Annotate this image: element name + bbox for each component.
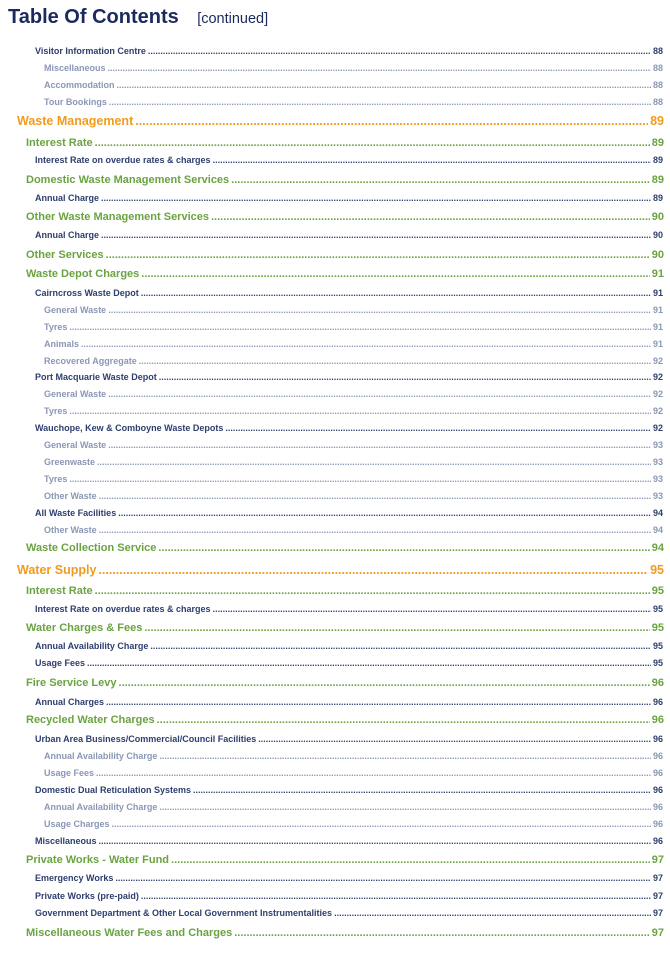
toc-entry-page-number: 93	[652, 491, 663, 501]
page-header	[8, 6, 268, 29]
toc-entry-page-number: 93	[652, 474, 663, 484]
toc-entry-page-number: 96	[651, 677, 664, 689]
toc-entry-page-number: 94	[651, 542, 664, 554]
toc-dot-leader	[141, 891, 651, 901]
toc-entry[interactable]	[35, 891, 663, 901]
toc-entry-page-number: 91	[652, 339, 663, 349]
toc-entry[interactable]	[26, 137, 664, 149]
toc-entry[interactable]	[44, 80, 663, 90]
toc-dot-leader	[115, 873, 651, 883]
toc-entry[interactable]	[26, 211, 664, 223]
toc-entry[interactable]	[35, 908, 663, 918]
toc-entry[interactable]	[26, 542, 664, 554]
toc-dot-leader	[69, 322, 651, 332]
toc-entry-label: Waste Collection Service	[26, 542, 157, 554]
toc-entry-page-number: 90	[651, 211, 664, 223]
toc-entry-label: Interest Rate on overdue rates & charges	[35, 155, 211, 165]
toc-entry-label: Annual Charge	[35, 230, 100, 240]
toc-dot-leader	[95, 585, 650, 597]
toc-dot-leader	[106, 697, 651, 707]
toc-entry[interactable]	[44, 457, 663, 467]
toc-entry[interactable]	[26, 585, 664, 597]
toc-entry-label: Greenwaste	[44, 457, 96, 467]
toc-dot-leader	[213, 155, 651, 165]
toc-entry-label: All Waste Facilities	[35, 508, 117, 518]
toc-entry-page-number: 94	[652, 508, 663, 518]
toc-dot-leader	[106, 249, 650, 261]
toc-entry[interactable]	[26, 714, 664, 726]
toc-entry[interactable]	[44, 305, 663, 315]
toc-entry[interactable]	[44, 440, 663, 450]
toc-dot-leader	[117, 80, 651, 90]
toc-dot-leader	[69, 474, 651, 484]
toc-dot-leader	[234, 927, 650, 939]
toc-entry-label: Domestic Dual Reticulation Systems	[35, 785, 192, 795]
toc-entry-page-number: 89	[651, 174, 664, 186]
toc-entry-label: Other Waste	[44, 525, 97, 535]
toc-entry-label: Domestic Waste Management Services	[26, 174, 230, 186]
toc-dot-leader	[87, 658, 651, 668]
page-title: Table Of Contents	[8, 6, 179, 28]
toc-entry-label: Interest Rate	[26, 137, 93, 149]
toc-entry[interactable]	[35, 697, 663, 707]
toc-entry-page-number: 88	[652, 80, 663, 90]
toc-entry-label: Interest Rate on overdue rates & charges	[35, 604, 211, 614]
toc-entry-page-number: 89	[650, 114, 664, 128]
toc-entry-page-number: 89	[651, 137, 664, 149]
toc-entry-page-number: 89	[652, 155, 663, 165]
toc-entry[interactable]	[44, 406, 663, 416]
toc-entry-label: Recovered Aggregate	[44, 356, 137, 366]
toc-entry-label: Other Waste	[44, 491, 97, 501]
toc-entry-label: Wauchope, Kew & Comboyne Waste Depots	[35, 423, 224, 433]
toc-entry-label: Fire Service Levy	[26, 677, 117, 689]
toc-entry-page-number: 96	[652, 751, 663, 761]
toc-entry-label: Private Works (pre-paid)	[35, 891, 139, 901]
toc-entry-page-number: 97	[651, 854, 664, 866]
toc-dot-leader	[97, 457, 651, 467]
toc-entry[interactable]	[35, 785, 663, 795]
page-subtitle: [continued]	[197, 11, 269, 27]
toc-entry-label: Emergency Works	[35, 873, 114, 883]
toc-entry-page-number: 95	[650, 563, 664, 577]
toc-entry[interactable]	[44, 819, 663, 829]
toc-entry-page-number: 88	[652, 46, 663, 56]
toc-dot-leader	[99, 525, 651, 535]
toc-dot-leader	[211, 211, 650, 223]
toc-entry-page-number: 96	[652, 802, 663, 812]
toc-entry-page-number: 95	[651, 622, 664, 634]
toc-dot-leader	[69, 406, 651, 416]
toc-dot-leader	[101, 193, 651, 203]
toc-entry[interactable]	[35, 734, 663, 744]
toc-entry-page-number: 97	[652, 891, 663, 901]
toc-entry[interactable]	[26, 174, 664, 186]
toc-entry-label: General Waste	[44, 305, 107, 315]
toc-entry-label: Tyres	[44, 322, 68, 332]
toc-dot-leader	[159, 751, 651, 761]
toc-dot-leader	[101, 230, 651, 240]
toc-entry[interactable]	[44, 802, 663, 812]
toc-entry-label: Private Works - Water Fund	[26, 854, 170, 866]
toc-entry[interactable]	[44, 491, 663, 501]
toc-entry-label: Usage Fees	[35, 658, 86, 668]
toc-entry-page-number: 96	[652, 785, 663, 795]
toc-dot-leader	[99, 836, 651, 846]
toc-entry[interactable]	[35, 230, 663, 240]
toc-entry-page-number: 96	[652, 836, 663, 846]
toc-dot-leader	[231, 174, 650, 186]
toc-entry-label: Annual Charge	[35, 193, 100, 203]
toc-entry[interactable]	[44, 356, 663, 366]
toc-entry[interactable]	[35, 508, 663, 518]
toc-entry-label: Tyres	[44, 406, 68, 416]
toc-dot-leader	[81, 339, 651, 349]
toc-entry[interactable]	[35, 193, 663, 203]
toc-entry-label: Water Charges & Fees	[26, 622, 143, 634]
toc-entry-label: Annual Availability Charge	[44, 751, 158, 761]
toc-entry-page-number: 96	[652, 768, 663, 778]
toc-entry-page-number: 96	[651, 714, 664, 726]
toc-entry[interactable]	[35, 372, 663, 382]
toc-entry[interactable]	[35, 155, 663, 165]
toc-entry-page-number: 88	[652, 97, 663, 107]
toc-entry-label: Animals	[44, 339, 80, 349]
toc-dot-leader	[108, 389, 651, 399]
toc-entry-page-number: 95	[652, 641, 663, 651]
toc-entry-label: Waste Depot Charges	[26, 268, 140, 280]
toc-entry-label: Recycled Water Charges	[26, 714, 155, 726]
toc-entry-page-number: 89	[652, 193, 663, 203]
toc-entry[interactable]	[44, 63, 663, 73]
toc-dot-leader	[108, 440, 651, 450]
toc-entry[interactable]	[35, 423, 663, 433]
toc-dot-leader	[193, 785, 651, 795]
toc-entry[interactable]	[44, 474, 663, 484]
toc-entry-label: Miscellaneous	[35, 836, 97, 846]
toc-dot-leader	[144, 622, 649, 634]
toc-entry[interactable]	[44, 751, 663, 761]
toc-dot-leader	[159, 372, 651, 382]
toc-entry[interactable]	[35, 873, 663, 883]
toc-entry-page-number: 93	[652, 440, 663, 450]
toc-entry[interactable]	[26, 622, 664, 634]
toc-entry-label: Port Macquarie Waste Depot	[35, 372, 157, 382]
toc-entry-label: Tyres	[44, 474, 68, 484]
toc-dot-leader	[157, 714, 650, 726]
toc-entry-label: Cairncross Waste Depot	[35, 288, 139, 298]
toc-entry-page-number: 92	[652, 372, 663, 382]
toc-entry-page-number: 91	[652, 305, 663, 315]
toc-entry[interactable]	[17, 114, 664, 128]
toc-entry[interactable]	[35, 604, 663, 614]
toc-dot-leader	[171, 854, 650, 866]
toc-dot-leader	[119, 677, 650, 689]
toc-entry-label: Urban Area Business/Commercial/Council Facilities	[35, 734, 257, 744]
toc-dot-leader	[141, 268, 649, 280]
toc-entry-label: Visitor Information Centre	[35, 46, 146, 56]
toc-entry-page-number: 97	[651, 927, 664, 939]
toc-dot-leader	[95, 137, 650, 149]
toc-entry[interactable]	[26, 268, 664, 280]
toc-entry[interactable]	[35, 288, 663, 298]
toc-entry[interactable]	[26, 854, 664, 866]
toc-dot-leader	[158, 542, 649, 554]
toc-entry-label: Water Supply	[17, 563, 97, 577]
toc-entry-label: Miscellaneous	[44, 63, 106, 73]
toc-entry-page-number: 92	[652, 389, 663, 399]
toc-dot-leader	[99, 491, 651, 501]
toc-entry[interactable]	[26, 249, 664, 261]
toc-entry-label: Miscellaneous Water Fees and Charges	[26, 927, 233, 939]
toc-entry[interactable]	[26, 927, 664, 939]
toc-entry[interactable]	[44, 339, 663, 349]
toc-entry-page-number: 93	[652, 457, 663, 467]
toc-entry[interactable]	[44, 97, 663, 107]
toc-entry[interactable]	[44, 525, 663, 535]
toc-dot-leader	[150, 641, 651, 651]
toc-entry-page-number: 95	[652, 658, 663, 668]
toc-entry[interactable]	[26, 677, 664, 689]
toc-entry-page-number: 96	[652, 819, 663, 829]
toc-entry[interactable]	[35, 658, 663, 668]
toc-entry-label: General Waste	[44, 389, 107, 399]
toc-entry-label: Government Department & Other Local Government Instrumentalities	[35, 908, 333, 918]
toc-dot-leader	[334, 908, 651, 918]
toc-entry-label: General Waste	[44, 440, 107, 450]
toc-entry-label: Interest Rate	[26, 585, 93, 597]
toc-dot-leader	[258, 734, 651, 744]
toc-entry-label: Tour Bookings	[44, 97, 107, 107]
toc-entry-page-number: 97	[652, 908, 663, 918]
toc-dot-leader	[159, 802, 651, 812]
toc-entry-page-number: 92	[652, 423, 663, 433]
toc-entry-label: Waste Management	[17, 114, 134, 128]
toc-entry-label: Accommodation	[44, 80, 115, 90]
toc-entry-page-number: 91	[652, 288, 663, 298]
toc-entry[interactable]	[35, 46, 663, 56]
toc-dot-leader	[139, 356, 651, 366]
toc-entry-page-number: 96	[652, 734, 663, 744]
toc-entry[interactable]	[35, 641, 663, 651]
toc-entry[interactable]	[44, 768, 663, 778]
toc-entry-label: Usage Fees	[44, 768, 95, 778]
toc-entry-label: Other Services	[26, 249, 104, 261]
toc-entry-page-number: 92	[652, 356, 663, 366]
toc-entry-page-number: 96	[652, 697, 663, 707]
toc-dot-leader	[213, 604, 651, 614]
toc-entry[interactable]	[44, 389, 663, 399]
toc-dot-leader	[108, 63, 651, 73]
toc-entry-page-number: 94	[652, 525, 663, 535]
toc-dot-leader	[96, 768, 651, 778]
toc-entry-page-number: 95	[651, 585, 664, 597]
toc-entry[interactable]	[35, 836, 663, 846]
toc-dot-leader	[108, 305, 651, 315]
toc-entry-page-number: 91	[652, 322, 663, 332]
toc-dot-leader	[98, 563, 648, 577]
toc-entry-page-number: 88	[652, 63, 663, 73]
toc-entry[interactable]	[17, 563, 664, 577]
toc-entry-label: Other Waste Management Services	[26, 211, 209, 223]
toc-entry-label: Annual Charges	[35, 697, 105, 707]
toc-entry-page-number: 97	[652, 873, 663, 883]
toc-entry-page-number: 95	[652, 604, 663, 614]
toc-entry-label: Annual Availability Charge	[44, 802, 158, 812]
toc-entry-page-number: 90	[652, 230, 663, 240]
toc-entry-page-number: 91	[651, 268, 664, 280]
toc-dot-leader	[141, 288, 651, 298]
toc-entry-label: Usage Charges	[44, 819, 110, 829]
toc-dot-leader	[148, 46, 651, 56]
toc-dot-leader	[109, 97, 651, 107]
toc-dot-leader	[225, 423, 651, 433]
toc-entry-page-number: 90	[651, 249, 664, 261]
toc-entry-page-number: 92	[652, 406, 663, 416]
toc-entry-label: Annual Availability Charge	[35, 641, 149, 651]
toc-dot-leader	[118, 508, 651, 518]
toc-entry[interactable]	[44, 322, 663, 332]
toc-dot-leader	[112, 819, 651, 829]
toc-dot-leader	[135, 114, 648, 128]
